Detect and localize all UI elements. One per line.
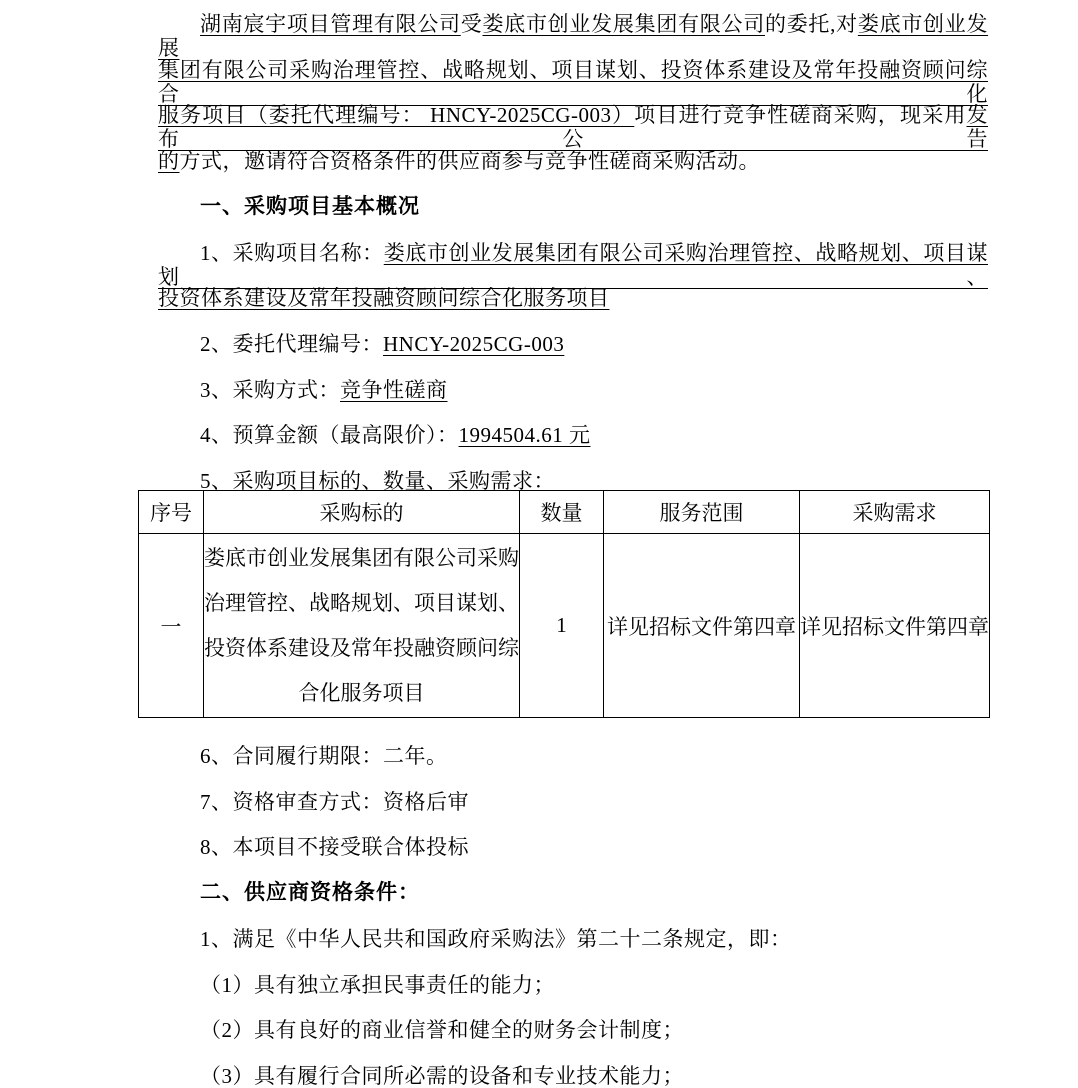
section-heading [158, 881, 988, 905]
text-line [158, 744, 988, 768]
header-数量: 数量 [520, 491, 604, 534]
text-line [158, 58, 988, 106]
text-line [158, 103, 988, 151]
text-segment: （1）具有独立承担民事责任的能力； [200, 973, 555, 997]
cell-service-scope: 详见招标文件第四章 [604, 534, 800, 718]
underlined-value: 发布公告 [158, 103, 988, 151]
underlined-value: HNCY-2025CG-003 [383, 332, 565, 356]
subject-line: 治理管控、战略规划、项目谋划、 [204, 590, 519, 615]
text-line [158, 835, 988, 859]
header-采购需求: 采购需求 [800, 491, 990, 534]
header-序号: 序号 [139, 491, 204, 534]
underlined-value: 投资体系建设及常年投融资顾问综合化服务项目 [158, 286, 610, 310]
text-segment: 1、采购项目名称： [200, 241, 384, 265]
text-line [158, 149, 988, 173]
header-服务范围: 服务范围 [604, 491, 800, 534]
underlined-value: 集团有限公司采购治理管控、战略规划、项目谋划、投资体系建设及常年投融资顾问综合化 [158, 58, 988, 106]
text-segment: 项目进行竞争性磋商采购，现采用 [634, 103, 967, 127]
procurement-items-table [138, 490, 990, 718]
text-line [158, 378, 988, 402]
table-row [139, 534, 990, 718]
text-segment: 受 [460, 12, 483, 36]
text-segment: 2、委托代理编号： [200, 332, 383, 356]
cell-quantity: 1 [520, 534, 604, 718]
text-segment: 6、合同履行期限：二年。 [200, 744, 448, 768]
text-segment: 8、本项目不接受联合体投标 [200, 835, 469, 859]
text-line [158, 423, 988, 447]
underlined-value: 娄底市创业发展 [158, 12, 989, 60]
text-segment: 方式，邀请符合资格条件的供应商参与竞争性磋商采购活动。 [179, 149, 760, 173]
underlined-value: 服务项目（委托代理编号： HNCY-2025CG-003） [158, 103, 635, 127]
text-segment: 的委托,对 [764, 12, 858, 36]
text-line [158, 927, 988, 951]
text-line [158, 332, 988, 356]
subject-line: 娄底市创业发展集团有限公司采购 [204, 545, 519, 570]
underlined-value: 的 [158, 149, 180, 173]
text-line [158, 973, 988, 997]
cell-subject [204, 534, 520, 718]
section-heading [158, 195, 988, 219]
underlined-value: 1994504.61 元 [458, 423, 591, 447]
cell-requirement: 详见招标文件第四章 [800, 534, 990, 718]
text-segment: （3）具有履行合同所必需的设备和专业技术能力； [200, 1064, 684, 1088]
text-segment: 3、采购方式： [200, 378, 340, 402]
text-line [158, 1064, 988, 1088]
text-segment: 1、满足《中华人民共和国政府采购法》第二十二条规定，即： [200, 927, 792, 951]
text-line [158, 12, 988, 60]
subject-line: 投资体系建设及常年投融资顾问综 [204, 635, 519, 660]
text-segment: 二、供应商资格条件： [200, 881, 420, 904]
text-segment: 7、资格审查方式：资格后审 [200, 790, 469, 814]
underlined-value: 娄底市创业发展集团有限公司采购治理管控、战略规划、项目谋划、 [158, 241, 988, 289]
text-line [158, 1018, 988, 1042]
text-segment: 5、采购项目标的、数量、采购需求： [200, 469, 555, 493]
text-line [158, 286, 988, 310]
text-line [158, 241, 988, 289]
table-header-row [139, 491, 990, 534]
underlined-value: 娄底市创业发展集团有限公司 [482, 12, 765, 36]
underlined-value: 湖南宸宇项目管理有限公司 [200, 12, 461, 36]
cell-index: 一 [139, 534, 204, 718]
text-segment: 一、采购项目基本概况 [200, 195, 420, 218]
subject-line: 合化服务项目 [298, 680, 425, 705]
underlined-value: 竞争性磋商 [340, 378, 448, 402]
header-采购标的: 采购标的 [204, 491, 520, 534]
text-line [158, 790, 988, 814]
text-segment: 4、预算金额（最高限价）： [200, 423, 459, 447]
text-segment: （2）具有良好的商业信誉和健全的财务会计制度； [200, 1018, 684, 1042]
